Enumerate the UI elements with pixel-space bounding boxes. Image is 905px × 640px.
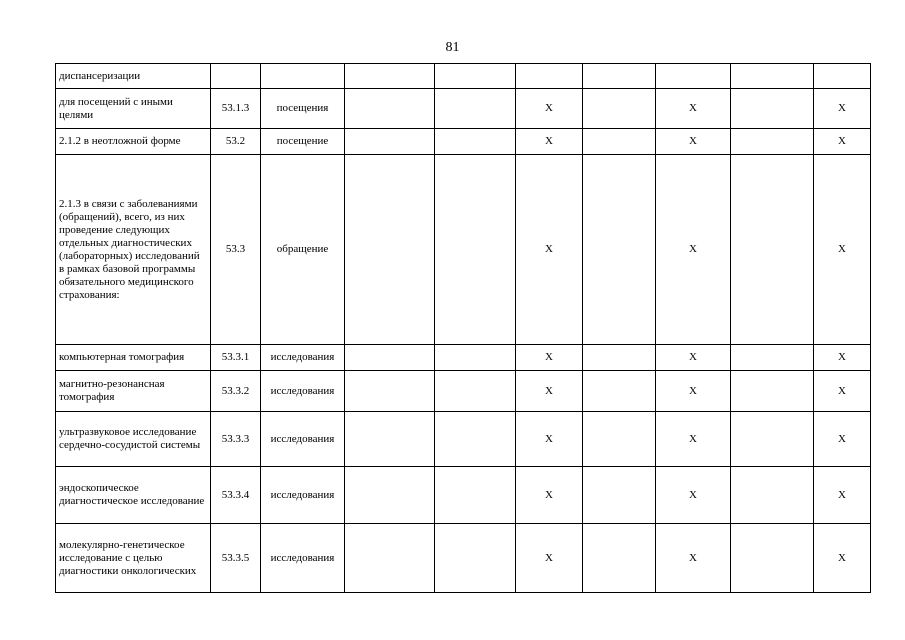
row-cell	[345, 467, 435, 524]
row-cell	[583, 371, 656, 412]
row-cell	[345, 89, 435, 129]
row-name: магнитно-резонансная томография	[56, 371, 211, 412]
row-name: ультразвуковое исследование сердечно-сосудистой системы	[56, 412, 211, 467]
row-cell	[731, 89, 814, 129]
row-cell	[583, 524, 656, 593]
row-mark: X	[656, 345, 731, 371]
row-cell	[435, 371, 516, 412]
row-cell	[345, 129, 435, 155]
row-cell	[435, 155, 516, 345]
row-code	[211, 64, 261, 89]
row-code: 53.3.3	[211, 412, 261, 467]
row-cell	[731, 467, 814, 524]
row-mark: X	[516, 371, 583, 412]
row-cell	[731, 129, 814, 155]
row-cell	[583, 412, 656, 467]
row-code: 53.3.2	[211, 371, 261, 412]
table-row	[56, 345, 871, 371]
row-mark: X	[516, 524, 583, 593]
row-unit: исследования	[261, 412, 345, 467]
table-row	[56, 412, 871, 467]
row-name: диспансеризации	[56, 64, 211, 89]
row-name: компьютерная томография	[56, 345, 211, 371]
row-mark: X	[814, 89, 871, 129]
row-unit: обращение	[261, 155, 345, 345]
row-mark: X	[656, 89, 731, 129]
row-mark: X	[814, 129, 871, 155]
row-cell	[731, 64, 814, 89]
table-row	[56, 524, 871, 593]
table-row	[56, 467, 871, 524]
row-name: эндоскопическое диагностическое исследование	[56, 467, 211, 524]
row-cell	[345, 64, 435, 89]
row-mark: X	[814, 155, 871, 345]
row-cell	[731, 345, 814, 371]
row-cell	[345, 371, 435, 412]
row-code: 53.3.1	[211, 345, 261, 371]
table-row	[56, 371, 871, 412]
row-mark: X	[656, 412, 731, 467]
row-cell	[435, 467, 516, 524]
row-cell	[731, 524, 814, 593]
row-mark: X	[656, 129, 731, 155]
row-mark: X	[516, 345, 583, 371]
table-row	[56, 155, 871, 345]
row-cell	[583, 155, 656, 345]
row-code: 53.3	[211, 155, 261, 345]
row-mark: X	[656, 524, 731, 593]
row-cell	[583, 345, 656, 371]
row-mark: X	[516, 129, 583, 155]
row-mark: X	[516, 155, 583, 345]
row-cell	[583, 89, 656, 129]
row-unit: посещения	[261, 89, 345, 129]
row-mark: X	[814, 371, 871, 412]
row-mark: X	[516, 412, 583, 467]
row-cell	[345, 524, 435, 593]
row-name: 2.1.2 в неотложной форме	[56, 129, 211, 155]
row-cell	[583, 129, 656, 155]
row-unit	[261, 64, 345, 89]
table-row	[56, 129, 871, 155]
row-cell	[435, 129, 516, 155]
row-cell	[731, 155, 814, 345]
row-mark: X	[516, 89, 583, 129]
row-name: 2.1.3 в связи с заболеваниями (обращений), всего, из них проведение следующих отдельных диагностических (лабораторных) исследований в рамках базовой программы обязательного медицинского страхования:	[56, 155, 211, 345]
row-code: 53.1.3	[211, 89, 261, 129]
row-cell	[583, 467, 656, 524]
row-cell	[435, 345, 516, 371]
row-cell	[435, 524, 516, 593]
data-table	[55, 63, 871, 593]
row-unit: посещение	[261, 129, 345, 155]
row-mark: X	[814, 524, 871, 593]
row-cell	[435, 412, 516, 467]
row-mark: X	[656, 155, 731, 345]
row-unit: исследования	[261, 345, 345, 371]
row-cell	[435, 64, 516, 89]
row-cell	[583, 64, 656, 89]
row-cell	[345, 412, 435, 467]
row-name: для посещений с иными целями	[56, 89, 211, 129]
row-unit: исследования	[261, 524, 345, 593]
row-cell	[731, 412, 814, 467]
row-mark	[814, 64, 871, 89]
row-cell	[731, 371, 814, 412]
row-mark	[656, 64, 731, 89]
row-cell	[345, 345, 435, 371]
row-code: 53.3.4	[211, 467, 261, 524]
row-unit: исследования	[261, 371, 345, 412]
row-unit: исследования	[261, 467, 345, 524]
row-mark: X	[814, 412, 871, 467]
table-row	[56, 89, 871, 129]
row-name: молекулярно-генетическое исследование с целью диагностики онкологических	[56, 524, 211, 593]
row-mark: X	[516, 467, 583, 524]
row-cell	[345, 155, 435, 345]
row-mark: X	[656, 467, 731, 524]
row-cell	[435, 89, 516, 129]
row-mark	[516, 64, 583, 89]
page-number: 81	[445, 40, 460, 55]
row-code: 53.3.5	[211, 524, 261, 593]
row-code: 53.2	[211, 129, 261, 155]
table-row	[56, 64, 871, 89]
row-mark: X	[814, 345, 871, 371]
row-mark: X	[814, 467, 871, 524]
row-mark: X	[656, 371, 731, 412]
